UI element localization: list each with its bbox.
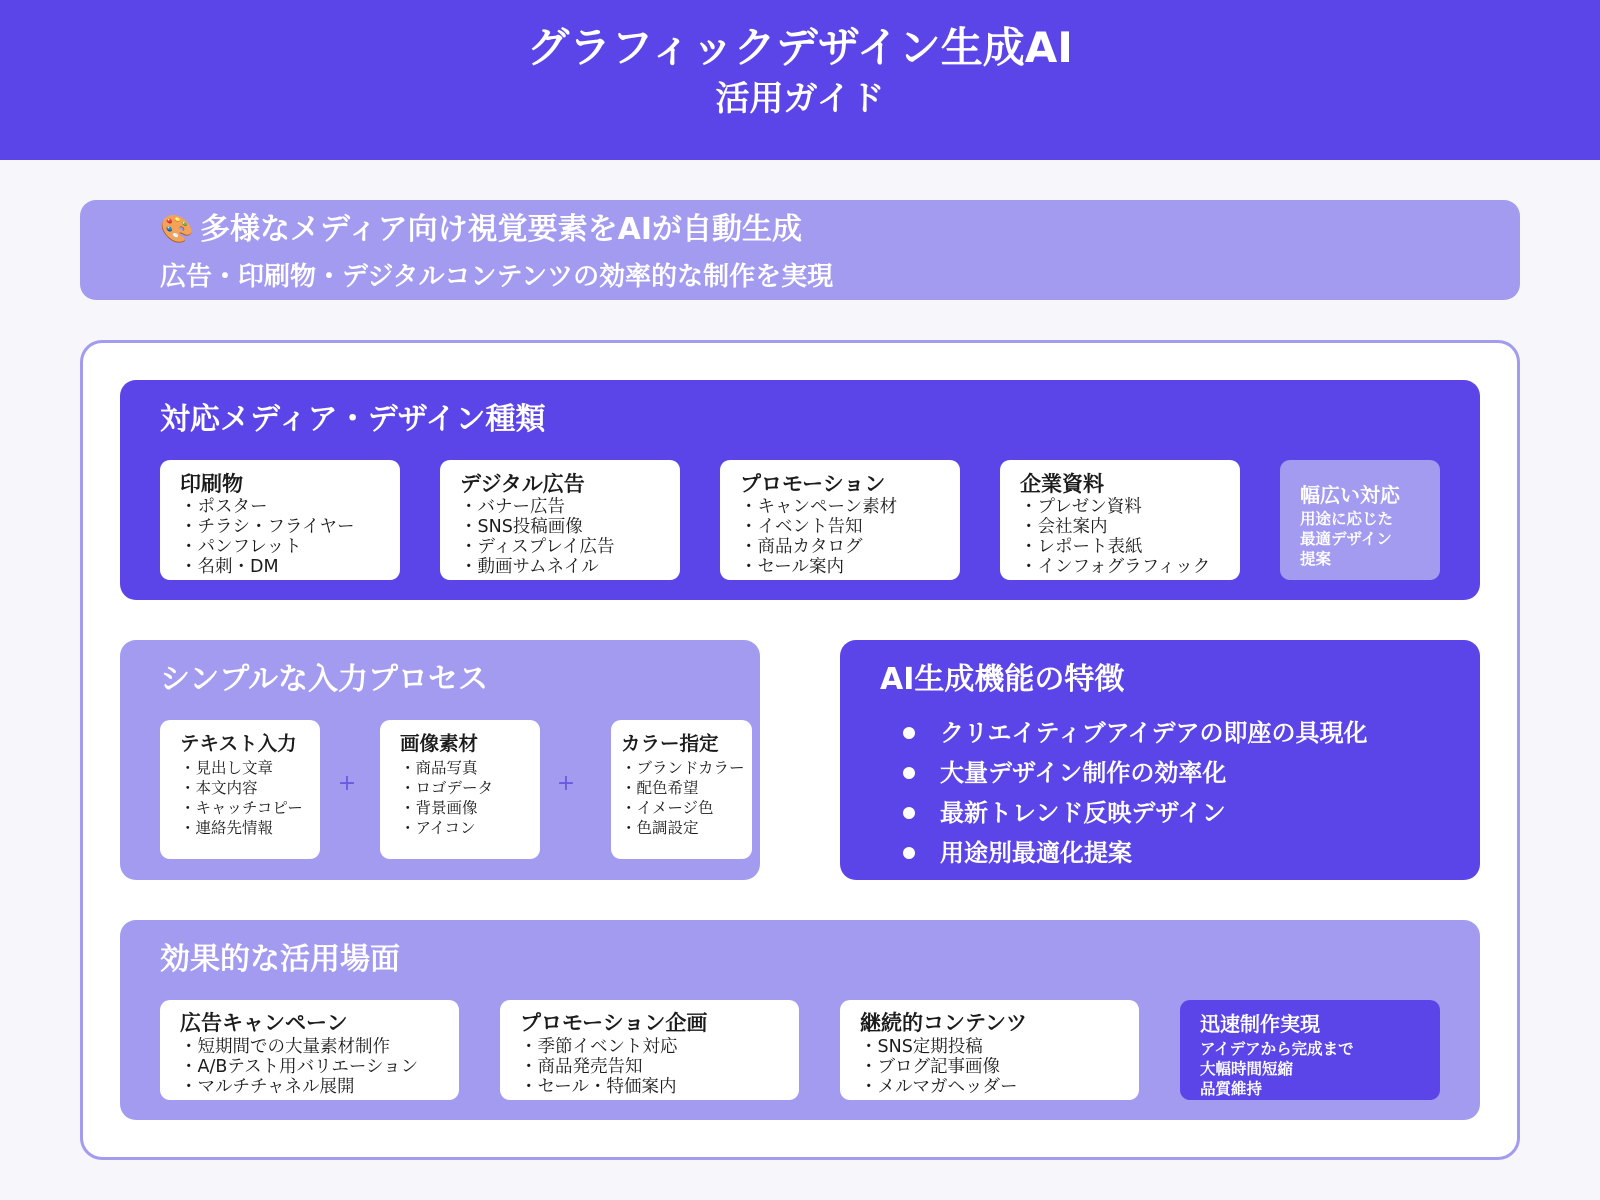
card-item: ・色調設定 bbox=[621, 819, 699, 837]
feature-text: 最新トレンド反映デザイン bbox=[940, 799, 1226, 827]
card-item: ・マルチチャネル展開 bbox=[180, 1077, 355, 1097]
card-title: カラー指定 bbox=[621, 732, 719, 755]
main-panel bbox=[80, 340, 1520, 1160]
card-title: テキスト入力 bbox=[180, 732, 297, 755]
card-title: プロモーション企画 bbox=[520, 1011, 708, 1035]
plus-connector: + bbox=[337, 771, 357, 796]
card-title: 継続的コンテンツ bbox=[860, 1011, 1027, 1035]
banner-subtitle: 広告・印刷物・デジタルコンテンツの効率的な制作を実現 bbox=[160, 262, 834, 292]
section-title: 対応メディア・デザイン種類 bbox=[160, 402, 546, 437]
card-item: ・配色希望 bbox=[621, 779, 699, 797]
card-item: ・パンフレット bbox=[180, 537, 302, 557]
bullet-dot-icon bbox=[903, 727, 915, 739]
intro-banner bbox=[80, 200, 1520, 300]
highlight-title: 迅速制作実現 bbox=[1200, 1012, 1320, 1036]
highlight-title: 幅広い対応 bbox=[1300, 483, 1400, 507]
highlight-line: 用途に応じた bbox=[1300, 510, 1394, 528]
section-title: 効果的な活用場面 bbox=[160, 942, 400, 977]
process-card-text bbox=[160, 720, 320, 859]
card-item: ・レポート表紙 bbox=[1020, 537, 1143, 557]
card-item: ・見出し文章 bbox=[180, 759, 274, 777]
section-title: AI生成機能の特徴 bbox=[880, 662, 1125, 697]
banner-title-row bbox=[160, 212, 802, 248]
feature-text: 大量デザイン制作の効率化 bbox=[940, 759, 1227, 787]
feature-text: 用途別最適化提案 bbox=[940, 839, 1132, 867]
highlight-line: 品質維持 bbox=[1200, 1080, 1263, 1098]
media-card-print bbox=[160, 460, 400, 580]
page-subtitle: 活用ガイド bbox=[715, 79, 885, 119]
highlight-line: 提案 bbox=[1300, 550, 1332, 568]
card-item: ・本文内容 bbox=[180, 779, 258, 797]
card-item: ・動画サムネイル bbox=[460, 557, 599, 577]
bullet-dot-icon bbox=[903, 767, 915, 779]
media-card-digital-ad bbox=[440, 460, 680, 580]
usecase-card-campaign bbox=[160, 1000, 459, 1100]
card-item: ・ディスプレイ広告 bbox=[460, 537, 615, 557]
feature-item bbox=[903, 717, 1367, 749]
bullet-dot-icon bbox=[903, 847, 915, 859]
usecase-card-highlight bbox=[1180, 1000, 1440, 1100]
input-process-section bbox=[120, 640, 760, 880]
highlight-line: 大幅時間短縮 bbox=[1200, 1060, 1294, 1078]
page-title: グラフィックデザイン生成AI bbox=[527, 23, 1073, 72]
card-item: ・ポスター bbox=[180, 497, 268, 517]
card-item: ・キャッチコピー bbox=[180, 799, 303, 817]
use-cases-section bbox=[120, 920, 1480, 1120]
card-item: ・短期間での大量素材制作 bbox=[180, 1037, 390, 1057]
feature-item bbox=[903, 837, 1132, 869]
card-item: ・ブランドカラー bbox=[621, 759, 745, 777]
card-item: ・ロゴデータ bbox=[400, 779, 494, 797]
card-item: ・キャンペーン素材 bbox=[740, 497, 898, 517]
card-item: ・商品発売告知 bbox=[520, 1057, 643, 1077]
card-item: ・プレゼン資料 bbox=[1020, 497, 1142, 517]
card-item: ・セール案内 bbox=[740, 557, 844, 577]
card-item: ・アイコン bbox=[400, 819, 476, 837]
media-types-section bbox=[120, 380, 1480, 600]
usecase-card-continuous bbox=[840, 1000, 1139, 1100]
card-item: ・商品カタログ bbox=[740, 537, 863, 557]
card-item: ・商品写真 bbox=[400, 759, 478, 777]
highlight-line: 最適デザイン bbox=[1300, 530, 1392, 548]
card-title: 広告キャンペーン bbox=[180, 1011, 348, 1035]
card-item: ・季節イベント対応 bbox=[520, 1037, 678, 1057]
card-item: ・会社案内 bbox=[1020, 517, 1108, 537]
ai-features-section bbox=[840, 640, 1480, 880]
card-item: ・チラシ・フライヤー bbox=[180, 517, 355, 537]
card-item: ・イベント告知 bbox=[740, 517, 863, 537]
media-card-promotion bbox=[720, 460, 960, 580]
card-title: プロモーション bbox=[740, 472, 886, 496]
plus-connector: + bbox=[556, 771, 576, 796]
bullet-dot-icon bbox=[903, 807, 915, 819]
card-item: ・メルマガヘッダー bbox=[860, 1077, 1018, 1097]
card-item: ・背景画像 bbox=[400, 799, 478, 817]
feature-item bbox=[903, 757, 1226, 789]
card-title: 企業資料 bbox=[1020, 472, 1104, 496]
card-item: ・連絡先情報 bbox=[180, 819, 274, 837]
palette-icon: 🎨 bbox=[160, 214, 194, 245]
process-card-image bbox=[380, 720, 540, 859]
section-title: シンプルな入力プロセス bbox=[160, 662, 489, 697]
feature-item bbox=[903, 797, 1226, 829]
card-item: ・名刺・DM bbox=[180, 557, 279, 577]
card-title: デジタル広告 bbox=[460, 472, 585, 496]
card-title: 画像素材 bbox=[400, 732, 479, 755]
highlight-line: アイデアから完成まで bbox=[1200, 1040, 1354, 1058]
feature-text: クリエイティブアイデアの即座の具現化 bbox=[940, 719, 1368, 747]
card-item: ・A/Bテスト用バリエーション bbox=[180, 1057, 419, 1077]
banner-title: 多様なメディア向け視覚要素をAIが自動生成 bbox=[200, 212, 802, 247]
usecase-card-promotion-plan bbox=[500, 1000, 799, 1100]
process-card-color bbox=[611, 720, 752, 859]
card-item: ・インフォグラフィック bbox=[1020, 557, 1211, 577]
card-item: ・SNS定期投稿 bbox=[860, 1037, 983, 1057]
card-item: ・イメージ色 bbox=[621, 799, 714, 817]
media-card-highlight bbox=[1280, 460, 1440, 580]
header-band bbox=[0, 0, 1600, 160]
card-item: ・SNS投稿画像 bbox=[460, 517, 583, 537]
media-card-corporate bbox=[1000, 460, 1240, 580]
card-item: ・ブログ記事画像 bbox=[860, 1057, 1000, 1077]
card-item: ・バナー広告 bbox=[460, 497, 565, 517]
card-item: ・セール・特価案内 bbox=[520, 1077, 677, 1097]
card-title: 印刷物 bbox=[180, 472, 243, 496]
